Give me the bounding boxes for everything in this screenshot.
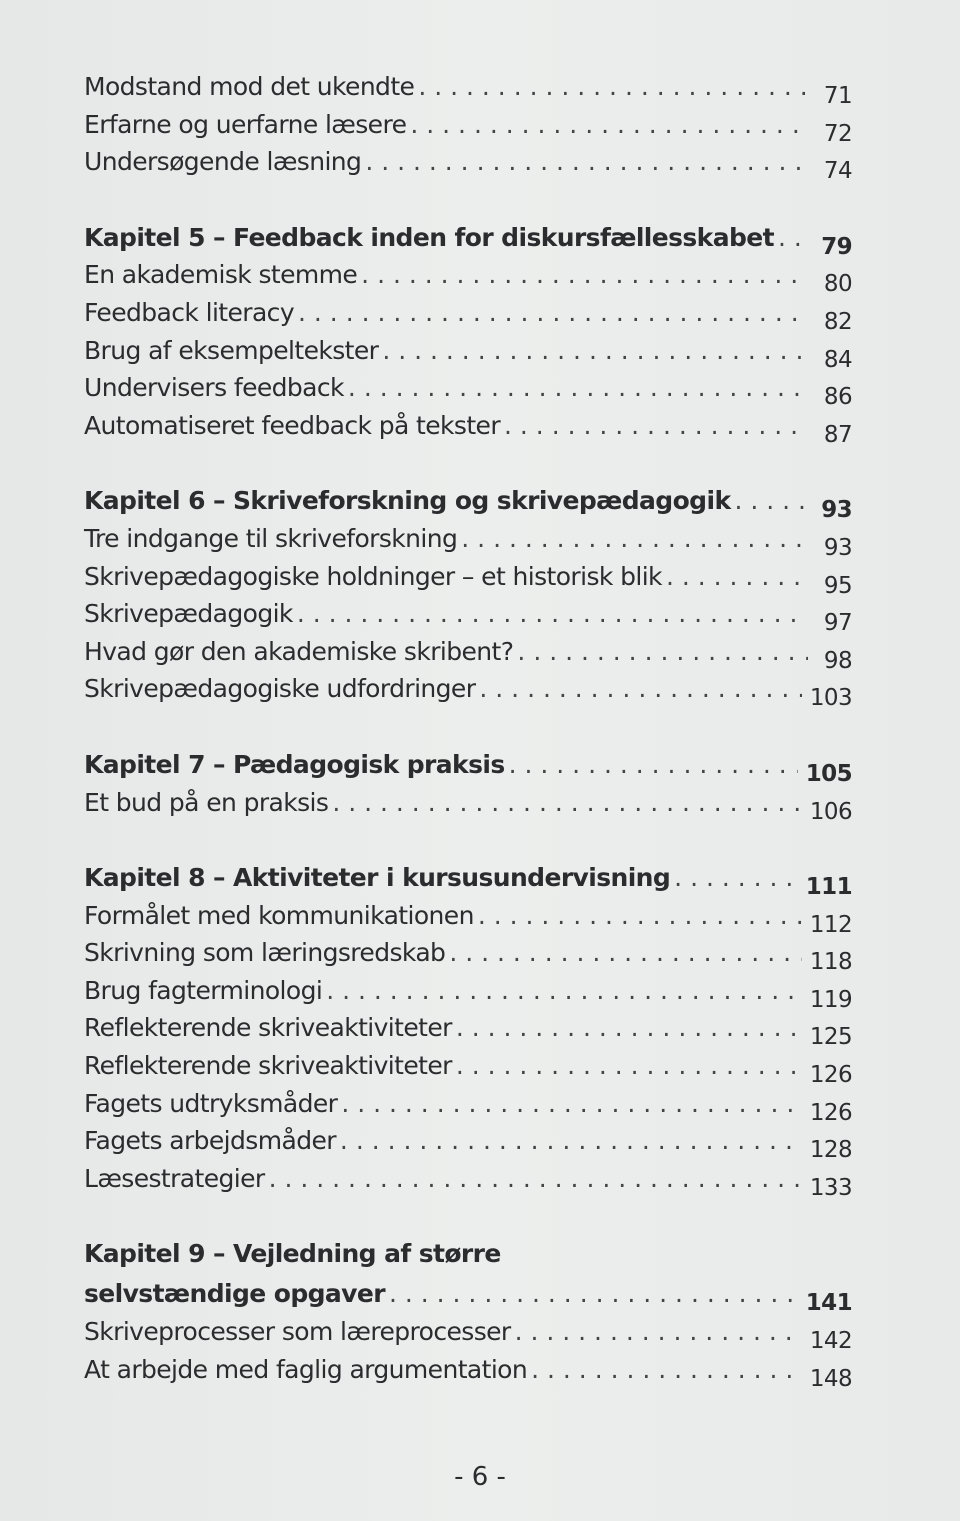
entry-title: Skriveprocesser som læreprocesser	[84, 1317, 511, 1347]
dot-leader	[348, 373, 808, 402]
entry-page-number: 93	[821, 497, 852, 524]
toc-entry	[84, 1089, 852, 1127]
table-of-contents	[84, 72, 852, 1430]
entry-title: Fagets arbejdsmåder	[84, 1126, 336, 1156]
toc-entry	[84, 674, 852, 712]
dot-leader	[297, 599, 808, 628]
entry-title: Fagets udtryksmåder	[84, 1088, 338, 1118]
toc-entry	[84, 1013, 852, 1051]
chapter-heading	[84, 1279, 852, 1317]
dot-leader	[389, 1279, 798, 1308]
entry-page-number: 97	[823, 610, 852, 637]
entry-page-number: 118	[809, 949, 852, 976]
entry-title: Læsestrategier	[84, 1163, 265, 1193]
chapter-heading	[84, 1239, 852, 1279]
toc-entry	[84, 1126, 852, 1164]
toc-entry	[84, 562, 852, 600]
toc-entry	[84, 976, 852, 1014]
entry-title: selvstændige opgaver	[84, 1279, 385, 1309]
entry-page-number: 142	[809, 1328, 852, 1355]
entry-page-number: 95	[823, 572, 852, 599]
toc-entry	[84, 599, 852, 637]
dot-leader	[449, 938, 802, 967]
dot-leader	[517, 637, 808, 666]
entry-title: Erfarne og uerfarne læsere	[84, 109, 407, 139]
dot-leader	[509, 750, 798, 779]
toc-entry	[84, 373, 852, 411]
dot-leader	[478, 901, 802, 930]
entry-page-number: 71	[823, 83, 852, 109]
dot-leader	[456, 1051, 802, 1080]
entry-page-number: 119	[809, 986, 852, 1013]
toc-entry	[84, 1164, 852, 1202]
dot-leader	[326, 976, 802, 1005]
entry-page-number: 82	[823, 308, 852, 335]
entry-page-number: 105	[805, 760, 852, 787]
entry-page-number: 86	[823, 384, 852, 411]
entry-page-number: 84	[823, 346, 852, 373]
entry-title: Modstand mod det ukendte	[84, 72, 415, 101]
chapter-heading	[84, 486, 852, 524]
entry-page-number: 87	[823, 421, 852, 448]
entry-title: Formålet med kommunikationen	[84, 900, 474, 930]
entry-page-number: 112	[809, 911, 852, 938]
entry-page-number: 80	[823, 271, 852, 298]
entry-page-number: 111	[805, 874, 852, 901]
entry-title: Undersøgende læsning	[84, 147, 362, 177]
dot-leader	[461, 524, 808, 553]
toc-entry	[84, 524, 852, 562]
dot-leader	[418, 72, 808, 101]
entry-page-number: 74	[823, 158, 852, 185]
dot-leader	[666, 562, 808, 591]
dot-leader	[332, 788, 802, 817]
toc-entry	[84, 901, 852, 939]
entry-title: En akademisk stemme	[84, 260, 358, 290]
dot-leader	[515, 1317, 802, 1346]
entry-page-number: 106	[809, 798, 852, 825]
dot-leader	[504, 411, 808, 440]
toc-entry	[84, 147, 852, 185]
dot-leader	[340, 1126, 802, 1155]
chapter-heading	[84, 223, 852, 261]
entry-title: At arbejde med faglig argumentation	[84, 1354, 528, 1384]
entry-page-number: 103	[809, 685, 852, 712]
toc-entry	[84, 637, 852, 675]
entry-title: Kapitel 6 – Skriveforskning og skrivepædagogik	[84, 486, 731, 516]
entry-page-number: 141	[805, 1290, 852, 1317]
dot-leader	[269, 1164, 802, 1193]
toc-entry	[84, 260, 852, 298]
toc-entry	[84, 1355, 852, 1393]
toc-entry	[84, 411, 852, 449]
entry-title: Skrivepædagogiske holdninger – et historisk blik	[84, 561, 662, 591]
entry-title: Kapitel 9 – Vejledning af større	[84, 1239, 501, 1269]
entry-page-number: 133	[809, 1174, 852, 1201]
dot-leader	[365, 147, 808, 176]
dot-leader	[734, 486, 808, 515]
toc-entry	[84, 1317, 852, 1355]
toc-entry	[84, 72, 852, 110]
toc-section	[84, 223, 852, 449]
entry-page-number: 93	[823, 534, 852, 561]
entry-page-number: 125	[809, 1024, 852, 1051]
toc-entry	[84, 298, 852, 336]
dot-leader	[382, 336, 808, 365]
entry-page-number: 148	[809, 1365, 852, 1392]
toc-entry	[84, 788, 852, 826]
entry-title: Hvad gør den akademiske skribent?	[84, 636, 514, 666]
entry-title: Skrivepædagogiske udfordringer	[84, 674, 476, 704]
chapter-heading	[84, 863, 852, 901]
entry-title: Reflekterende skriveaktiviteter	[84, 1051, 452, 1081]
entry-title: Tre indgange til skriveforskning	[84, 523, 458, 553]
entry-title: Feedback literacy	[84, 297, 295, 327]
dot-leader	[341, 1089, 802, 1118]
toc-section	[84, 863, 852, 1201]
entry-page-number: 79	[821, 233, 852, 260]
dot-leader	[778, 223, 808, 252]
dot-leader	[479, 674, 802, 703]
entry-title: Skrivning som læringsredskab	[84, 938, 446, 968]
toc-entry	[84, 336, 852, 374]
toc-section	[84, 1239, 852, 1392]
entry-title: Brug fagterminologi	[84, 975, 323, 1005]
entry-page-number: 128	[809, 1137, 852, 1164]
page-number: - 6 -	[454, 1462, 506, 1492]
dot-leader	[531, 1355, 802, 1384]
dot-leader	[410, 110, 808, 139]
chapter-heading	[84, 750, 852, 788]
dot-leader	[456, 1013, 802, 1042]
entry-title: Brug af eksempeltekster	[84, 335, 379, 365]
entry-title: Skrivepædagogik	[84, 599, 293, 629]
entry-title: Kapitel 5 – Feedback inden for diskursfællesskabet	[84, 222, 774, 252]
entry-page-number: 98	[823, 647, 852, 674]
entry-title: Kapitel 8 – Aktiviteter i kursusundervisning	[84, 863, 671, 893]
entry-title: Automatiseret feedback på tekster	[84, 410, 501, 440]
toc-entry	[84, 1051, 852, 1089]
toc-entry	[84, 110, 852, 148]
entry-title: Undervisers feedback	[84, 373, 344, 403]
dot-leader	[361, 260, 808, 289]
entry-title: Et bud på en praksis	[84, 787, 329, 817]
entry-page-number: 126	[809, 1099, 852, 1126]
toc-entry	[84, 938, 852, 976]
dot-leader	[298, 298, 808, 327]
entry-page-number: 126	[809, 1062, 852, 1089]
entry-title: Kapitel 7 – Pædagogisk praksis	[84, 749, 505, 779]
toc-section	[84, 750, 852, 825]
toc-section	[84, 486, 852, 712]
entry-title: Reflekterende skriveaktiviteter	[84, 1013, 452, 1043]
dot-leader	[674, 863, 798, 892]
toc-section	[84, 72, 852, 185]
entry-page-number: 72	[823, 120, 852, 147]
